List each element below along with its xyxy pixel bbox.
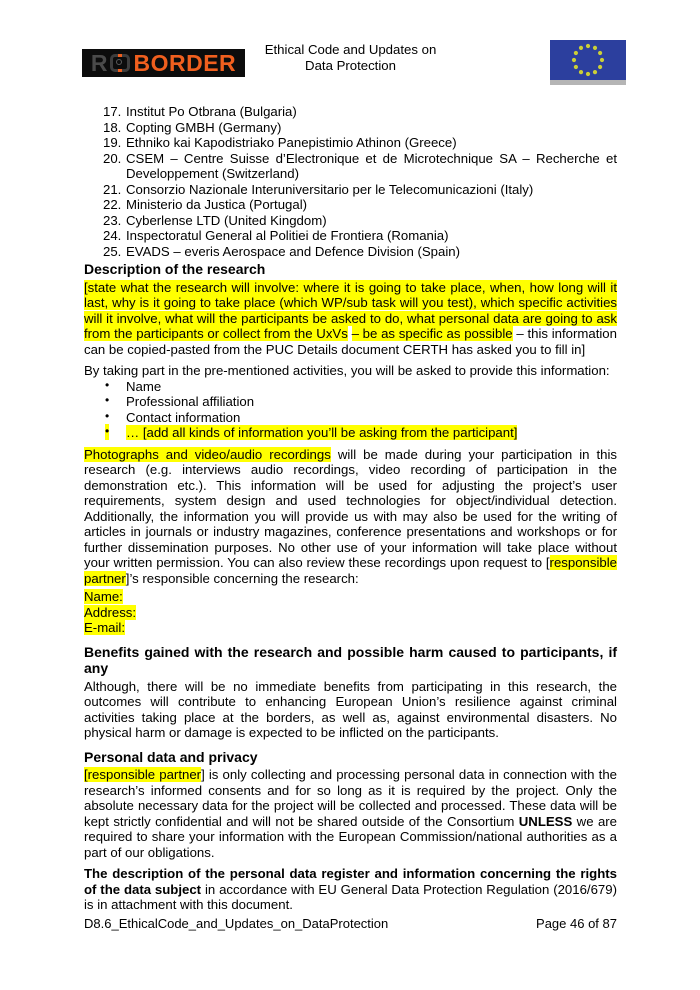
text-run: ]’s responsible concerning the research: xyxy=(125,570,359,586)
logo-letter-r: R xyxy=(90,49,108,76)
contact-field-line xyxy=(84,605,617,621)
list-item-text: EVADS – everis Aerospace and Defence Division (Spain) xyxy=(126,243,461,259)
bullet-list-item xyxy=(105,408,617,426)
list-item-text: Ethniko kai Kapodistriako Panepistimio Athinon (Greece) xyxy=(126,135,457,150)
logo-border-text: BORDER xyxy=(133,49,237,76)
partner-list-item xyxy=(103,243,617,260)
information-bullet-list xyxy=(84,379,617,441)
bullet-marker: • xyxy=(105,408,110,423)
list-item-text: Copting GMBH (Germany) xyxy=(126,119,282,135)
text-run: – this information can be copied-pasted from the PUC Details document CERTH has asked you to fill in] xyxy=(84,326,617,357)
bullet-list-item xyxy=(105,393,617,410)
partner-list-item xyxy=(103,181,617,198)
recordings-paragraph xyxy=(84,447,617,587)
list-item-text: Ministerio da Justica (Portugal) xyxy=(126,197,308,212)
footer-page-number: Page 46 of 87 xyxy=(536,916,617,931)
bullet-marker: • xyxy=(105,377,110,392)
text-run xyxy=(348,326,352,341)
partner-list xyxy=(84,104,617,259)
bullet-marker: • xyxy=(105,393,110,407)
partner-list-item xyxy=(103,197,617,213)
list-item-number: 21. xyxy=(103,181,122,197)
list-item-number: 20. xyxy=(103,150,122,166)
page-header xyxy=(84,40,617,90)
partner-list-item xyxy=(103,104,617,120)
section-heading-benefits: Benefits gained with the research and possible harm caused to participants, if any xyxy=(84,643,617,676)
text-run: in accordance with EU General Data Protection Regulation (2016/679) is in attachment with this document. xyxy=(84,881,617,912)
section-heading-privacy: Personal data and privacy xyxy=(84,748,258,765)
document-header-title xyxy=(84,42,617,74)
page-footer xyxy=(84,916,617,932)
partner-list-item xyxy=(103,212,617,229)
information-intro-line: By taking part in the pre-mentioned activities, you will be asked to provide this information: xyxy=(84,363,610,378)
text-run: Name xyxy=(126,378,162,394)
partner-list-item xyxy=(103,150,617,182)
partner-list-item xyxy=(103,119,617,136)
text-run: The description of the personal data register and information concerning the rights of the data subject xyxy=(84,866,617,897)
text-run: responsible partner xyxy=(84,555,617,586)
eu-flag-icon xyxy=(550,40,626,85)
list-item-text: CSEM – Centre Suisse d’Electronique et de Microtechnique SA – Recherche et Developpement (Switzerland) xyxy=(126,150,617,181)
text-run: UNLESS xyxy=(518,813,573,829)
document-header-title-line1: Ethical Code and Updates on xyxy=(264,42,437,57)
footer-document-name: D8.6_EthicalCode_and_Updates_on_DataProtection xyxy=(84,916,389,931)
list-item-text: Inspectoratul General al Politiei de Frontiera (Romania) xyxy=(126,228,449,243)
list-item-number: 19. xyxy=(103,135,122,150)
list-item-number: 25. xyxy=(103,243,122,259)
list-item-number: 23. xyxy=(103,212,122,228)
privacy-paragraph xyxy=(84,767,617,860)
text-run: Photographs and video/audio recordings xyxy=(84,446,331,462)
benefits-paragraph xyxy=(84,679,617,741)
list-item-number: 22. xyxy=(103,197,122,212)
document-header-title-line2: Data Protection xyxy=(305,58,396,73)
text-run: Contact information xyxy=(126,409,241,425)
contact-field-label: Address: xyxy=(84,604,137,620)
bullet-marker: • xyxy=(105,424,110,438)
contact-field-line xyxy=(84,620,617,636)
section-heading-description: Description of the research xyxy=(84,261,266,277)
contact-field-label: Name: xyxy=(84,589,123,604)
contact-field-line xyxy=(84,589,617,605)
description-template-paragraph xyxy=(84,280,617,358)
list-item-text: Consorzio Nazionale Interuniversitario per le Telecomunicazioni (Italy) xyxy=(126,181,534,197)
text-run: will be made during your participation in this research (e.g. interviews audio recordings, video recording of participation in the demonstration etc.). This information will be used for adjusting the project’s user requirements, system design and used technologies for object/individual detection. Additionally, the information you will provide us with may also be used for the writing of articles in journals or industry magazines, conference presentations and workshops or for further dissemination purposes. No other use of your information will take place without your written permission. You can also review these recordings upon request to [ xyxy=(84,446,617,570)
text-run: – be as specific as possible xyxy=(351,326,513,341)
list-item-number: 18. xyxy=(103,119,122,135)
list-item-number: 24. xyxy=(103,228,122,243)
text-run: [responsible partner xyxy=(84,767,202,782)
text-run: Professional affiliation xyxy=(126,394,255,409)
list-item-number: 17. xyxy=(103,104,122,119)
data-register-paragraph xyxy=(84,866,617,913)
text-run: Although, there will be no immediate benefits from participating in this research, the outcomes will contribute to enhancing European Union’s resilience against criminal activities taking place at the borders, as well as, against environmental disasters. No physical harm or damage is expected to be inflicted on the participants. xyxy=(84,678,617,740)
text-run: we are required to share your information with the European Commission/national authorities as a part of our obligations. xyxy=(84,813,618,860)
text-run: ] is only collecting and processing personal data in connection with the research’s informed consents and for so long as it is required by the project. Only the absolute necessary data for the project will be collected and processed. These data will be kept strictly confidential and will not be shared outside of the Consortium xyxy=(84,767,618,829)
partner-list-item xyxy=(103,228,617,244)
list-item-text: Institut Po Otbrana (Bulgaria) xyxy=(126,104,297,119)
partner-list-item xyxy=(103,135,617,151)
contact-field-label: E-mail: xyxy=(84,620,126,635)
text-run: [state what the research will involve: where it is going to take place, when, how long will it last, why is it going to take place (which WP/sub task will you test), which specific activities will it involve, what will the participants be asked to do, what personal data are going to ask from the participants or collect from the UxVs xyxy=(84,279,617,341)
text-run: … [add all kinds of information you’ll be asking from the participant] xyxy=(126,425,518,440)
list-item-text: Cyberlense LTD (United Kingdom) xyxy=(126,212,327,228)
bullet-list-item xyxy=(105,424,617,441)
contact-fields xyxy=(84,589,617,636)
bullet-list-item xyxy=(105,377,617,395)
